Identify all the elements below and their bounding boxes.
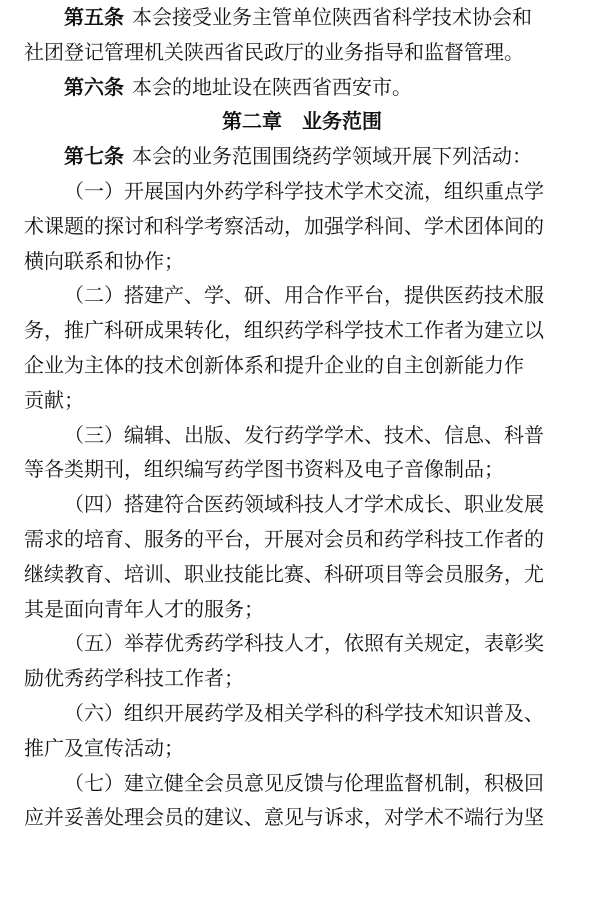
article-7-line-1: [24, 139, 580, 174]
item-2-line-2: 务，推广科研成果转化，组织药学科学技术工作者为建立以: [24, 318, 544, 343]
list-item: [24, 418, 580, 488]
article-5-line-1: [24, 0, 580, 35]
item-7-line-2: 应并妥善处理会员的建议、意见与诉求，对学术不端行为坚: [24, 805, 544, 830]
article-5-line-2: 社团登记管理机关陕西省民政厅的业务指导和监督管理。: [24, 39, 524, 64]
list-item: [24, 278, 580, 417]
item-6-line-1: （六）组织开展药学及相关学科的科学技术知识普及、: [64, 700, 544, 725]
article-6: [24, 70, 580, 105]
article-5-label: 第五条: [64, 5, 124, 29]
list-item: [24, 626, 580, 696]
article-6-line-1: [24, 70, 580, 105]
list-item: [24, 174, 580, 278]
item-4-line-1: （四）搭建符合医药领域科技人才学术成长、职业发展: [64, 492, 544, 517]
item-1-line-1: （一）开展国内外药学科学技术学术交流，组织重点学: [64, 178, 544, 203]
article-7-text: 本会的业务范围围绕药学领域开展下列活动：: [132, 144, 532, 169]
item-1-line-2: 术课题的探讨和科学考察活动，加强学科间、学术团体间的: [24, 213, 544, 238]
chapter-number: 第二章: [222, 109, 282, 134]
article-6-label: 第六条: [64, 74, 124, 99]
article-5: [24, 0, 580, 70]
item-2-line-1: （二）搭建产、学、研、用合作平台，提供医药技术服: [64, 283, 544, 308]
list-item: [24, 696, 580, 766]
item-3-line-1: （三）编辑、出版、发行药学学术、技术、信息、科普: [64, 422, 544, 447]
item-7-line-1: （七）建立健全会员意见反馈与伦理监督机制，积极回: [64, 770, 544, 795]
item-5-line-1: （五）举荐优秀药学科技人才，依照有关规定，表彰奖: [64, 631, 544, 656]
list-item: [24, 766, 580, 836]
article-7-label: 第七条: [64, 144, 124, 169]
item-5-line-2: 励优秀药学科技工作者；: [24, 666, 244, 691]
item-4-line-3: 继续教育、培训、职业技能比赛、科研项目等会员服务，尤: [24, 561, 544, 586]
article-7: [24, 139, 580, 174]
article-6-text: 本会的地址设在陕西省西安市。: [132, 74, 412, 99]
article-5-text-1: 本会接受业务主管单位陕西省科学技术协会和: [132, 5, 532, 29]
list-item: [24, 487, 580, 626]
item-2-line-4: 贡献；: [24, 387, 84, 412]
item-4-line-4: 其是面向青年人才的服务；: [24, 596, 264, 621]
item-4-line-2: 需求的培育、服务的平台，开展对会员和药学科技工作者的: [24, 526, 544, 551]
item-2-line-3: 企业为主体的技术创新体系和提升企业的自主创新能力作: [24, 352, 524, 377]
item-1-line-3: 横向联系和协作；: [24, 248, 184, 273]
item-6-line-2: 推广及宣传活动；: [24, 735, 184, 760]
item-3-line-2: 等各类期刊，组织编写药学图书资料及电子音像制品；: [24, 457, 504, 482]
chapter-title: 业务范围: [302, 109, 382, 134]
chapter-heading: [24, 104, 580, 139]
